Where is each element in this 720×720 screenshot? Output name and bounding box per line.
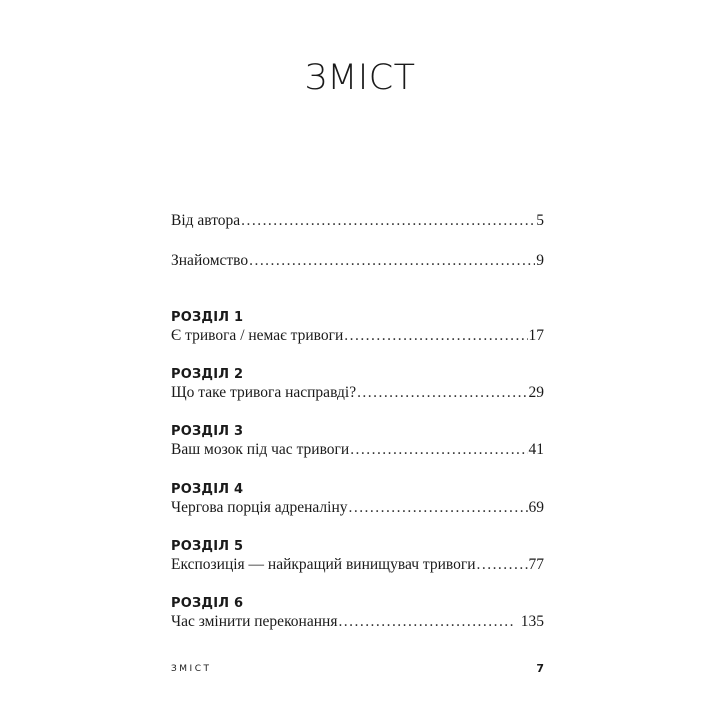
toc-entry-title: Чергова порція адреналіну bbox=[171, 499, 348, 516]
toc-chapter-6[interactable] bbox=[171, 613, 544, 631]
toc-entry-title: Є тривога / немає тривоги bbox=[171, 327, 344, 344]
page-title: ЗМІСТ bbox=[304, 58, 416, 98]
toc-entry-page: 5 bbox=[536, 212, 544, 229]
toc-chapter-3[interactable] bbox=[171, 441, 544, 459]
toc-chapter-2[interactable] bbox=[171, 384, 544, 402]
toc-leader-dots bbox=[249, 252, 535, 270]
toc-leader-dots bbox=[357, 384, 527, 402]
chapter-label-5: РОЗДІЛ 5 bbox=[171, 539, 244, 554]
chapter-label-1: РОЗДІЛ 1 bbox=[171, 310, 244, 325]
toc-chapter-5[interactable] bbox=[171, 556, 544, 574]
chapter-label-6: РОЗДІЛ 6 bbox=[171, 596, 244, 611]
toc-entry-intro[interactable] bbox=[171, 252, 544, 270]
toc-leader-dots bbox=[338, 613, 512, 631]
toc-entry-title: Експозиція — найкращий винищувач тривоги bbox=[171, 556, 476, 573]
chapter-label-4: РОЗДІЛ 4 bbox=[171, 482, 244, 497]
toc-entry-title: Від автора bbox=[171, 212, 241, 229]
chapter-label-2: РОЗДІЛ 2 bbox=[171, 367, 244, 382]
toc-entry-author[interactable] bbox=[171, 212, 544, 230]
toc-leader-dots bbox=[349, 499, 528, 517]
toc-entry-title: Час змінити переконання bbox=[171, 613, 338, 630]
toc-entry-title: Знайомство bbox=[171, 252, 249, 269]
toc-chapter-1[interactable] bbox=[171, 327, 544, 345]
toc-entry-title: Ваш мозок під час тривоги bbox=[171, 441, 350, 458]
page-number: 7 bbox=[536, 662, 544, 675]
toc-leader-dots bbox=[350, 441, 527, 459]
toc-entry-page: 41 bbox=[528, 441, 544, 458]
toc-entry-page: 69 bbox=[528, 499, 544, 516]
toc-leader-dots bbox=[477, 556, 528, 574]
chapter-label-3: РОЗДІЛ 3 bbox=[171, 424, 244, 439]
toc-entry-page: 77 bbox=[528, 556, 544, 573]
toc-entry-title: Що таке тривога насправді? bbox=[171, 384, 357, 401]
toc-entry-page: 9 bbox=[536, 252, 544, 269]
toc-entry-page: 29 bbox=[528, 384, 544, 401]
toc-leader-dots bbox=[241, 212, 535, 230]
toc-entry-page: 135 bbox=[520, 613, 544, 630]
toc-entry-page: 17 bbox=[528, 327, 544, 344]
running-footer-section: ЗМІСТ bbox=[171, 664, 212, 674]
toc-leader-dots bbox=[344, 327, 527, 345]
toc-chapter-4[interactable] bbox=[171, 499, 544, 517]
